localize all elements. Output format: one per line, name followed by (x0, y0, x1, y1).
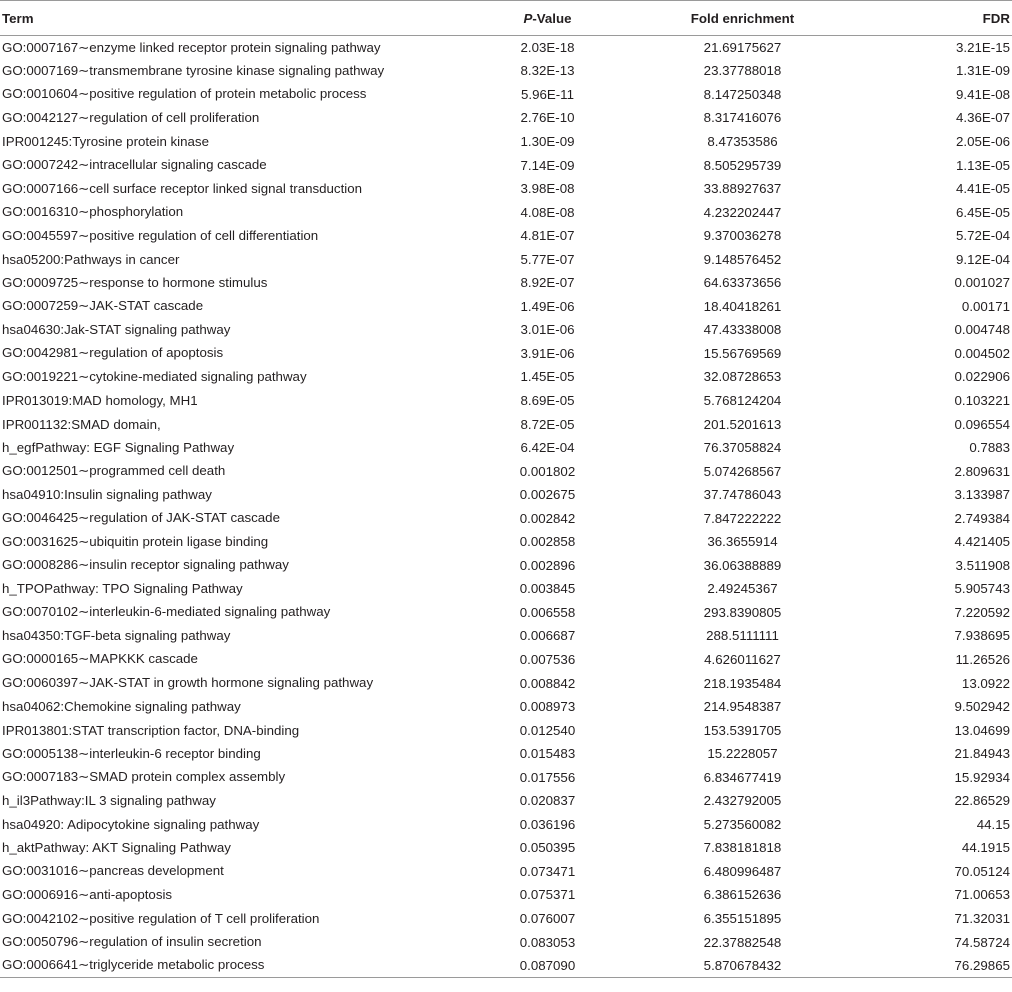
table-row (0, 530, 1012, 554)
cell-term: IPR001245:Tyrosine protein kinase (2, 133, 209, 149)
cell-fold-enrichment: 8.147250348 (703, 86, 782, 102)
cell-fdr: 44.15 (976, 816, 1010, 832)
cell-p-value: 0.075371 (519, 887, 576, 903)
cell-fdr: 7.220592 (954, 604, 1010, 620)
table-row (0, 389, 1012, 413)
cell-fdr: 0.004748 (954, 322, 1010, 338)
header-p-value (470, 1, 625, 36)
cell-fold-enrichment: 153.5391705 (703, 722, 782, 738)
table-row (0, 506, 1012, 530)
table-row (0, 247, 1012, 271)
cell-term: h_egfPathway: EGF Signaling Pathway (2, 440, 235, 456)
cell-term: IPR013801:STAT transcription factor, DNA-binding (2, 722, 300, 738)
cell-fdr: 9.502942 (954, 699, 1010, 715)
cell-term: GO:0006641∼triglyceride metabolic process (0, 954, 470, 978)
header-term: Term (0, 1, 470, 36)
cell-term: GO:0031016∼pancreas development (2, 863, 224, 879)
cell-term: GO:0042981∼regulation of apoptosis (2, 345, 224, 361)
cell-fold-enrichment: 6.386152636 (703, 887, 782, 903)
cell-term: GO:0019221∼cytokine-mediated signaling pathway (2, 368, 307, 384)
cell-fold-enrichment: 7.838181818 (703, 840, 782, 856)
cell-fdr: 0.7883 (969, 440, 1010, 456)
table-row (0, 224, 1012, 248)
cell-term: hsa04920: Adipocytokine signaling pathway (2, 816, 260, 832)
table-row (0, 624, 1012, 648)
cell-fold-enrichment: 15.2228057 (707, 746, 778, 762)
cell-p-value: 0.002858 (519, 534, 576, 550)
cell-term: h_il3Pathway:IL 3 signaling pathway (2, 793, 216, 809)
cell-p-value: 3.91E-06 (520, 345, 575, 361)
cell-fdr: 11.26526 (955, 651, 1010, 667)
table-row (0, 813, 1012, 837)
cell-fold-enrichment: 32.08728653 (703, 369, 782, 385)
cell-fold-enrichment: 293.8390805 (703, 604, 782, 620)
cell-fold-enrichment: 4.626011627 (704, 651, 781, 667)
cell-p-value: 7.14E-09 (520, 157, 575, 173)
cell-p-value: 0.076007 (519, 911, 576, 926)
cell-fold-enrichment: 18.40418261 (703, 298, 782, 314)
cell-term: hsa04910:Insulin signaling pathway (2, 487, 212, 503)
cell-fdr: 3.511908 (955, 557, 1010, 573)
cell-fdr: 13.0922 (961, 675, 1010, 691)
cell-term: h_TPOPathway: TPO Signaling Pathway (2, 581, 243, 597)
cell-p-value: 4.08E-08 (520, 204, 575, 220)
cell-fold-enrichment: 36.06388889 (703, 557, 782, 573)
cell-p-value: 3.98E-08 (520, 181, 575, 197)
cell-term: GO:0007183∼SMAD protein complex assembly (2, 769, 286, 785)
cell-term: GO:0006916∼anti-apoptosis (2, 886, 173, 902)
cell-fdr: 0.001027 (954, 275, 1010, 291)
cell-fdr: 44.1915 (961, 840, 1010, 856)
cell-p-value: 8.72E-05 (520, 416, 575, 432)
table-row (0, 83, 1012, 107)
cell-fold-enrichment: 37.74786043 (703, 487, 782, 503)
cell-fdr: 22.86529 (954, 793, 1010, 809)
table-row (0, 765, 1012, 789)
cell-fold-enrichment: 5.768124204 (703, 392, 782, 408)
cell-p-value: 0.008973 (519, 699, 576, 715)
table-body (0, 36, 1012, 978)
cell-p-value: 8.32E-13 (520, 63, 575, 79)
cell-fdr: 1.31E-09 (956, 63, 1010, 79)
table-row (0, 412, 1012, 436)
table-row (0, 459, 1012, 483)
cell-p-value: 0.050395 (519, 840, 576, 856)
cell-term: GO:0060397∼JAK-STAT in growth hormone signaling pathway (2, 675, 374, 691)
cell-fdr: 76.29865 (860, 954, 1012, 978)
cell-term: GO:0000165∼MAPKKK cascade (2, 651, 198, 667)
cell-term: GO:0031625∼ubiquitin protein ligase binding (2, 533, 269, 549)
cell-term: GO:0012501∼programmed cell death (2, 463, 226, 479)
table-row (0, 718, 1012, 742)
cell-term: GO:0070102∼interleukin-6-mediated signaling pathway (2, 604, 331, 620)
cell-fdr: 2.05E-06 (956, 133, 1010, 149)
cell-term: GO:0010604∼positive regulation of protein metabolic process (2, 86, 367, 102)
cell-fdr: 3.21E-15 (956, 40, 1010, 56)
cell-fdr: 9.41E-08 (956, 86, 1010, 102)
cell-fdr: 0.103221 (954, 392, 1010, 408)
table-row (0, 789, 1012, 813)
cell-p-value: 0.002896 (519, 557, 576, 573)
table-row (0, 436, 1012, 460)
cell-fdr: 71.32031 (954, 911, 1010, 926)
table-row (0, 59, 1012, 83)
cell-p-value: 0.007536 (519, 651, 576, 667)
table-row (0, 695, 1012, 719)
cell-fdr: 0.022906 (954, 369, 1010, 385)
cell-p-value: 5.77E-07 (520, 251, 575, 267)
table-row (0, 954, 1012, 978)
cell-fdr: 2.809631 (954, 463, 1010, 479)
cell-fold-enrichment: 33.88927637 (703, 181, 782, 197)
table-row (0, 742, 1012, 766)
cell-term: GO:0005138∼interleukin-6 receptor binding (2, 745, 261, 761)
cell-p-value: 0.015483 (519, 746, 576, 762)
cell-fold-enrichment: 6.355151895 (703, 911, 782, 926)
cell-fold-enrichment: 5.870678432 (625, 954, 860, 978)
table-row (0, 907, 1012, 931)
cell-fold-enrichment: 7.847222222 (703, 510, 782, 526)
cell-fold-enrichment: 23.37788018 (703, 63, 782, 79)
cell-fdr: 5.905743 (954, 581, 1010, 597)
table-row (0, 295, 1012, 319)
cell-p-value: 3.01E-06 (520, 322, 575, 338)
cell-term: hsa04350:TGF-beta signaling pathway (2, 628, 231, 644)
table-row (0, 930, 1012, 954)
cell-fdr: 3.133987 (954, 487, 1010, 503)
cell-fold-enrichment: 218.1935484 (703, 675, 782, 691)
cell-p-value: 0.006558 (519, 604, 576, 620)
cell-term: GO:0007166∼cell surface receptor linked signal transduction (2, 180, 363, 196)
cell-p-value: 4.81E-07 (520, 228, 575, 244)
header-p-letter: P (523, 10, 533, 26)
cell-fdr: 1.13E-05 (956, 157, 1010, 173)
cell-fdr: 0.096554 (954, 416, 1010, 432)
cell-fold-enrichment: 6.834677419 (703, 769, 782, 785)
table-row (0, 577, 1012, 601)
cell-term: GO:0007167∼enzyme linked receptor protein signaling pathway (2, 39, 381, 55)
cell-fold-enrichment: 288.5111111 (706, 628, 779, 644)
table-header-row (0, 1, 1012, 36)
cell-p-value: 0.073471 (519, 863, 576, 879)
table-row (0, 671, 1012, 695)
cell-p-value: 2.76E-10 (520, 110, 575, 126)
cell-term: GO:0042127∼regulation of cell proliferation (2, 109, 260, 125)
cell-p-value: 1.30E-09 (520, 133, 575, 149)
cell-fdr: 15.92934 (954, 769, 1010, 785)
cell-p-value: 0.087090 (470, 954, 625, 978)
cell-term: GO:0042102∼positive regulation of T cell proliferation (2, 910, 320, 926)
cell-p-value: 0.006687 (519, 628, 576, 644)
cell-term: IPR001132:SMAD domain, (2, 416, 161, 432)
cell-term: GO:0045597∼positive regulation of cell differentiation (2, 227, 319, 243)
cell-term: GO:0046425∼regulation of JAK-STAT cascade (2, 510, 280, 526)
cell-fold-enrichment: 214.9548387 (703, 699, 782, 715)
table-row (0, 483, 1012, 507)
header-p-suffix: -Value (532, 10, 572, 26)
cell-fold-enrichment: 8.47353586 (707, 133, 778, 149)
cell-term: GO:0050796∼regulation of insulin secretion (2, 934, 262, 950)
cell-fold-enrichment: 2.49245367 (707, 581, 778, 597)
cell-fold-enrichment: 36.3655914 (707, 534, 778, 550)
cell-fdr: 13.04699 (954, 722, 1010, 738)
cell-p-value: 0.001802 (519, 463, 576, 479)
cell-term: hsa05200:Pathways in cancer (2, 251, 180, 267)
cell-fold-enrichment: 64.63373656 (703, 275, 782, 291)
cell-fdr: 5.72E-04 (956, 228, 1010, 244)
cell-p-value: 1.49E-06 (520, 298, 575, 314)
cell-fdr: 2.749384 (954, 510, 1010, 526)
table-row (0, 318, 1012, 342)
cell-fdr: 0.004502 (954, 345, 1010, 361)
cell-term: GO:0009725∼response to hormone stimulus (2, 274, 268, 290)
cell-fold-enrichment: 6.480996487 (703, 863, 782, 879)
table-row (0, 860, 1012, 884)
cell-p-value: 0.017556 (519, 769, 576, 785)
cell-fdr: 71.00653 (954, 887, 1010, 903)
cell-fold-enrichment: 9.370036278 (703, 228, 782, 244)
cell-fold-enrichment: 5.074268567 (703, 463, 782, 479)
cell-fdr: 6.45E-05 (956, 204, 1010, 220)
cell-fold-enrichment: 2.432792005 (703, 793, 782, 809)
table-row (0, 342, 1012, 366)
cell-term: GO:0007259∼JAK-STAT cascade (2, 298, 204, 314)
cell-term: hsa04630:Jak-STAT signaling pathway (2, 322, 231, 338)
cell-p-value: 0.083053 (519, 934, 576, 950)
header-fold-enrichment: Fold enrichment (625, 1, 860, 36)
cell-p-value: 8.69E-05 (520, 392, 575, 408)
cell-fdr: 74.58724 (954, 934, 1010, 950)
table-row (0, 883, 1012, 907)
cell-p-value: 6.42E-04 (520, 440, 575, 456)
cell-term: GO:0008286∼insulin receptor signaling pathway (2, 557, 289, 573)
cell-fold-enrichment: 8.317416076 (703, 110, 782, 126)
table-row (0, 200, 1012, 224)
cell-term: h_aktPathway: AKT Signaling Pathway (2, 840, 231, 856)
table-row (0, 177, 1012, 201)
cell-fdr: 4.36E-07 (956, 110, 1010, 126)
table-row (0, 130, 1012, 154)
table-row (0, 836, 1012, 860)
cell-p-value: 5.96E-11 (521, 86, 574, 102)
cell-fold-enrichment: 4.232202447 (703, 204, 782, 220)
cell-p-value: 0.002675 (519, 487, 576, 503)
cell-p-value: 8.92E-07 (520, 275, 575, 291)
cell-fdr: 70.05124 (954, 863, 1010, 879)
cell-fdr: 4.41E-05 (956, 181, 1010, 197)
table-row (0, 365, 1012, 389)
cell-fold-enrichment: 5.273560082 (703, 816, 782, 832)
cell-fdr: 21.84943 (954, 746, 1010, 762)
cell-fold-enrichment: 47.43338008 (703, 322, 782, 338)
cell-p-value: 2.03E-18 (520, 40, 575, 56)
cell-term: GO:0007169∼transmembrane tyrosine kinase signaling pathway (2, 62, 385, 78)
cell-p-value: 0.008842 (519, 675, 576, 691)
cell-fdr: 7.938695 (954, 628, 1010, 644)
cell-fold-enrichment: 15.56769569 (703, 345, 782, 361)
cell-fdr: 4.421405 (954, 534, 1010, 550)
cell-p-value: 0.036196 (519, 816, 576, 832)
table-row (0, 554, 1012, 578)
cell-fold-enrichment: 76.37058824 (703, 440, 782, 456)
cell-p-value: 0.012540 (519, 722, 576, 738)
cell-fold-enrichment: 21.69175627 (703, 40, 782, 56)
cell-p-value: 1.45E-05 (520, 369, 575, 385)
cell-fold-enrichment: 22.37882548 (703, 934, 782, 950)
table-row (0, 648, 1012, 672)
cell-p-value: 0.002842 (519, 510, 576, 526)
cell-term: hsa04062:Chemokine signaling pathway (2, 699, 241, 715)
cell-term: IPR013019:MAD homology, MH1 (2, 392, 198, 408)
table-row (0, 106, 1012, 130)
cell-fdr: 9.12E-04 (956, 251, 1010, 267)
cell-fold-enrichment: 9.148576452 (703, 251, 782, 267)
cell-fdr: 0.00171 (961, 298, 1010, 314)
table-row (0, 153, 1012, 177)
table-row (0, 271, 1012, 295)
table-row (0, 601, 1012, 625)
header-fdr: FDR (860, 1, 1012, 36)
cell-term: GO:0007242∼intracellular signaling cascade (2, 157, 267, 172)
cell-p-value: 0.003845 (519, 581, 576, 597)
cell-fold-enrichment: 201.5201613 (703, 416, 782, 432)
cell-term: GO:0016310∼phosphorylation (2, 204, 184, 220)
cell-fold-enrichment: 8.505295739 (703, 157, 782, 173)
cell-p-value: 0.020837 (519, 793, 576, 809)
table-row (0, 36, 1012, 60)
